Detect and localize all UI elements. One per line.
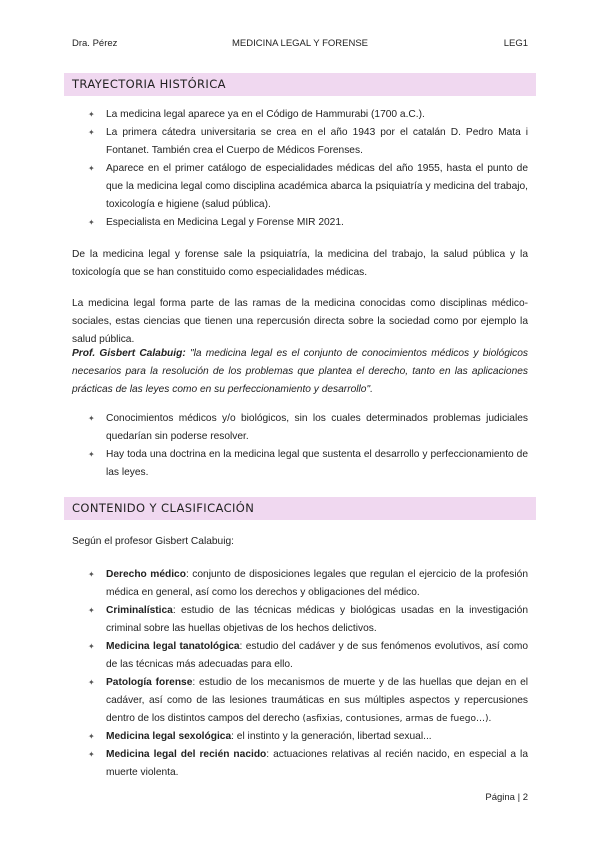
bullet-text: Conocimientos médicos y/o biológicos, sin los cuales determinados problemas judiciales quedarían sin poderse resolver. <box>106 413 528 442</box>
section2-items <box>72 566 528 782</box>
list-item <box>72 410 528 446</box>
bullet-text: Especialista en Medicina Legal y Forense MIR 2021. <box>106 217 344 228</box>
bullet-icon: ✦ <box>88 128 95 137</box>
item-term: Derecho médico <box>106 569 186 580</box>
bullet-text: Aparece en el primer catálogo de especialidades médicas del año 1955, hasta el punto de que la medicina legal como disciplina académica abarca la psiquiatría y medicina del trabajo, toxicología e higiene (salud pública). <box>106 163 528 210</box>
section1-bullets <box>72 106 528 232</box>
list-item <box>72 602 528 638</box>
list-item <box>72 124 528 160</box>
item-desc: : estudio del cadáver y de sus fenómenos evolutivos, así como de las técnicas más adecuadas para ello. <box>106 641 528 670</box>
item-desc: : el instinto y la generación, libertad sexual... <box>231 731 432 742</box>
item-extra: (asfixias, contusiones, armas de fuego…) <box>302 714 489 724</box>
item-desc: : actuaciones relativas al recién nacido, en especial a la muerte violenta. <box>106 749 528 778</box>
header-code: LEG1 <box>503 38 528 49</box>
item-term: Patología forense <box>106 677 193 688</box>
quote-calabuig <box>72 345 528 399</box>
bullet-icon: ✦ <box>88 642 95 651</box>
section-heading-contenido: CONTENIDO Y CLASIFICACIÓN <box>64 497 536 520</box>
item-term: Medicina legal tanatológica <box>106 641 240 652</box>
list-item <box>72 566 528 602</box>
bullet-text: La medicina legal aparece ya en el Código de Hammurabi (1700 a.C.). <box>106 109 425 120</box>
list-item <box>72 446 528 482</box>
quote-author: Prof. Gisbert Calabuig: <box>72 348 186 359</box>
bullet-icon: ✦ <box>88 450 95 459</box>
bullet-icon: ✦ <box>88 606 95 615</box>
list-item <box>72 728 528 746</box>
bullet-icon: ✦ <box>88 110 95 119</box>
bullet-icon: ✦ <box>88 164 95 173</box>
item-term: Criminalística <box>106 605 173 616</box>
item-term: Medicina legal del recién nacido <box>106 749 267 760</box>
list-item <box>72 638 528 674</box>
item-tail: . <box>488 713 492 724</box>
item-desc: : estudio de los mecanismos de muerte y de las huellas que dejan en el cadáver, así como de las lesiones traumáticas en sus múltiples aspectos y repercusiones dentro de los distintos campos del derecho <box>106 677 529 724</box>
bullet-icon: ✦ <box>88 678 95 687</box>
bullet-text: La primera cátedra universitaria se crea en el año 1943 por el catalán D. Pedro Mata i Fontanet. También crea el Cuerpo de Médicos Forenses. <box>106 127 528 156</box>
list-item <box>72 746 528 782</box>
item-term: Medicina legal sexológica <box>106 731 232 742</box>
section1-bullets-2 <box>72 410 528 482</box>
list-item <box>72 674 528 728</box>
section2-intro: Según el profesor Gisbert Calabuig: <box>72 536 234 547</box>
section-heading-trayectoria: TRAYECTORIA HISTÓRICA <box>64 73 536 96</box>
page-number: Página | 2 <box>485 792 528 803</box>
bullet-icon: ✦ <box>88 732 95 741</box>
bullet-icon: ✦ <box>88 750 95 759</box>
paragraph-disciplinas: La medicina legal forma parte de las ramas de la medicina conocidas como disciplinas médico-sociales, estas ciencias que tienen una repercusión directa sobre la sociedad como por ejemplo la salud pública. <box>72 298 528 345</box>
header-author: Dra. Pérez <box>72 38 118 49</box>
quote-text: "la medicina legal es el conjunto de conocimientos médicos y biológicos necesarios para la resolución de los problemas que plantea el derecho, tanto en las aplicaciones prácticas de las leyes como en su perfeccionamiento y desarrollo". <box>72 348 528 395</box>
bullet-icon: ✦ <box>88 570 95 579</box>
list-item <box>72 214 528 232</box>
list-item <box>72 160 528 214</box>
bullet-icon: ✦ <box>88 218 95 227</box>
list-item <box>72 106 528 124</box>
bullet-icon: ✦ <box>88 414 95 423</box>
bullet-text: Hay toda una doctrina en la medicina legal que sustenta el desarrollo y perfeccionamiento de las leyes. <box>106 449 528 478</box>
item-desc: : estudio de las técnicas médicas y biológicas usadas en la investigación criminal sobre las huellas objetivas de los hechos delictivos. <box>106 605 528 634</box>
page-header <box>72 38 528 52</box>
paragraph-especialidades: De la medicina legal y forense sale la psiquiatría, la medicina del trabajo, la salud pública y la toxicología que se han constituido como especialidades médicas. <box>72 249 528 278</box>
header-title: MEDICINA LEGAL Y FORENSE <box>231 38 369 49</box>
item-desc: : conjunto de disposiciones legales que regulan el ejercicio de la profesión médica en general, así como los derechos y obligaciones del médico. <box>106 569 528 598</box>
